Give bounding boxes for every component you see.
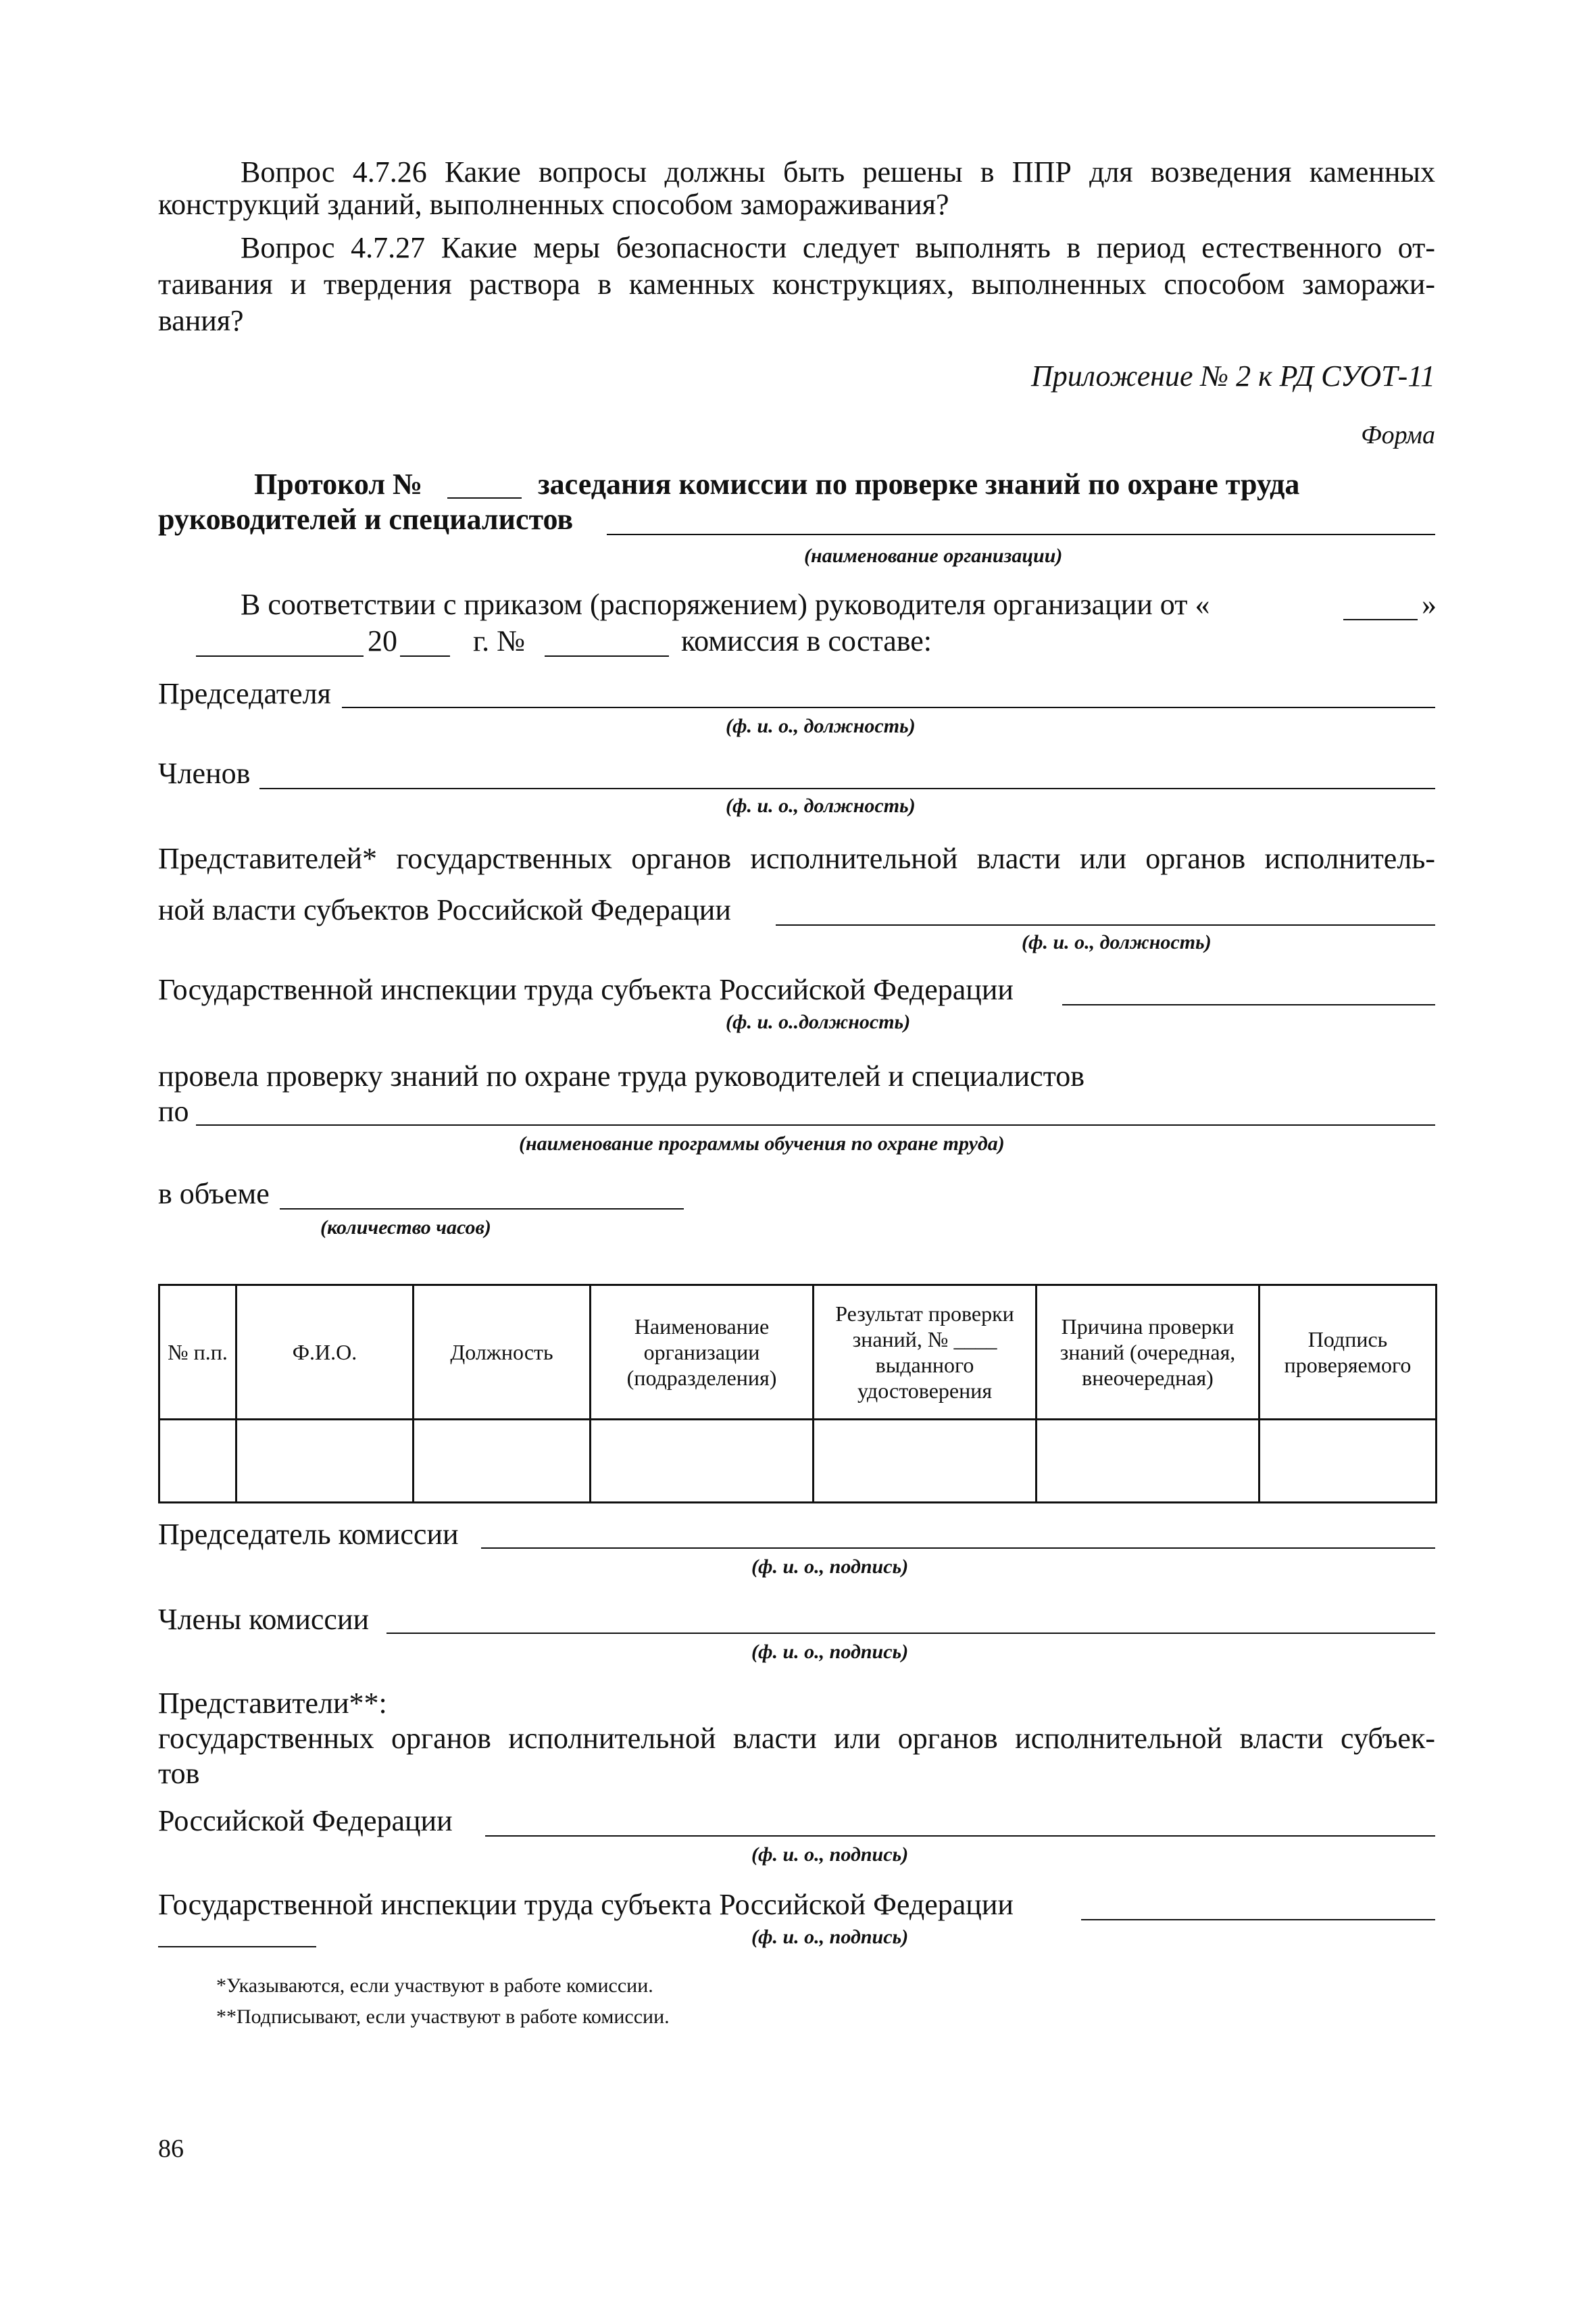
table-cell [591, 1420, 814, 1503]
sign-rf-label: Российской Федерации [158, 1804, 453, 1837]
header-cell: Результат проверки знаний, № ____ выданного удостоверения [814, 1285, 1037, 1420]
order-tail: комиссия в составе: [681, 624, 932, 657]
protocol-title-part2: заседания комиссии по проверке знаний по охране труда [538, 468, 1300, 501]
chairman-label: Председателя [158, 677, 331, 710]
hours-caption: (количество часов) [320, 1216, 491, 1239]
sign-representatives-label: Представители**: [158, 1687, 387, 1720]
sign-inspection-line-2 [158, 1946, 316, 1947]
program-label: по [158, 1095, 189, 1128]
order-month-line [196, 655, 364, 657]
results-table [158, 1284, 1437, 1503]
sign-rf-caption: (ф. и. о., подпись) [751, 1843, 909, 1866]
protocol-title-part1: Протокол № [254, 468, 423, 501]
header-cell: Причина проверки знаний (очередная, внеочередная) [1037, 1285, 1260, 1420]
sign-members-line [386, 1633, 1435, 1634]
inspection-label: Государственной инспекции труда субъекта Российской Федерации [158, 973, 1014, 1006]
chairman-caption: (ф. и. о., должность) [726, 715, 916, 737]
inspection-caption: (ф. и. о..должность) [726, 1011, 911, 1033]
sign-representatives-line2: тов [158, 1757, 200, 1790]
order-line-start: В соответствии с приказом (распоряжением) руководителя организации от « [241, 588, 1210, 621]
order-day-line [1343, 619, 1418, 620]
header-cell: Подпись проверяемого [1260, 1285, 1437, 1420]
question-4-7-27-line1: Вопрос 4.7.27 Какие меры безопасности следует выполнять в период естественного от- [241, 231, 1435, 264]
header-cell: Ф.И.О. [236, 1285, 414, 1420]
sign-chairman-line [481, 1547, 1435, 1549]
volume-label: в объеме [158, 1177, 270, 1210]
protocol-number-line [447, 497, 522, 499]
question-4-7-27-line3: вания? [158, 304, 244, 337]
table-header-row [159, 1285, 1437, 1420]
page-number: 86 [158, 2135, 184, 2163]
program-caption: (наименование программы обучения по охране труда) [519, 1132, 1005, 1155]
program-line [196, 1124, 1435, 1126]
appendix-label: Приложение № 2 к РД СУОТ-11 [1030, 359, 1435, 393]
inspection-line [1062, 1004, 1435, 1005]
order-line-end: » [1422, 588, 1437, 621]
organization-name-line [607, 534, 1435, 535]
representatives-line2: ной власти субъектов Российской Федерации [158, 893, 731, 926]
table-row [159, 1420, 1437, 1503]
sign-inspection-line [1081, 1919, 1435, 1920]
question-4-7-26-line1: Вопрос 4.7.26 Какие вопросы должны быть решены в ППР для возведения каменных [241, 155, 1435, 189]
check-line1: провела проверку знаний по охране труда руководителей и специалистов [158, 1060, 1085, 1093]
header-cell: Должность [414, 1285, 591, 1420]
question-4-7-27-line2: таивания и твердения раствора в каменных конструкциях, выполненных способом заморажи- [158, 268, 1435, 301]
header-cell: Наименование организации (подразделения) [591, 1285, 814, 1420]
representatives-caption: (ф. и. о., должность) [1022, 931, 1212, 953]
table-cell [159, 1420, 236, 1503]
order-number-line [545, 655, 669, 657]
members-line [259, 788, 1435, 789]
sign-chairman-caption: (ф. и. о., подпись) [751, 1555, 909, 1578]
order-year-prefix: 20 [368, 624, 397, 657]
representatives-line [776, 924, 1435, 926]
sign-representatives-line1: государственных органов исполнительной власти или органов исполнительной власти субъек- [158, 1722, 1435, 1755]
table-cell [1037, 1420, 1260, 1503]
members-label: Членов [158, 757, 251, 790]
sign-chairman-label: Председатель комиссии [158, 1518, 459, 1551]
protocol-title-line2: руководителей и специалистов [158, 503, 574, 536]
header-cell: № п.п. [159, 1285, 236, 1420]
organization-caption: (наименование организации) [804, 545, 1063, 567]
members-caption: (ф. и. о., должность) [726, 795, 916, 817]
question-4-7-26-line2: конструкций зданий, выполненных способом замораживания? [158, 188, 949, 221]
order-year-line [400, 655, 450, 657]
form-label: Форма [1361, 421, 1435, 449]
volume-line [280, 1208, 684, 1210]
chairman-line [342, 707, 1435, 708]
table-cell [1260, 1420, 1437, 1503]
sign-inspection-caption: (ф. и. о., подпись) [751, 1926, 909, 1948]
table-cell [414, 1420, 591, 1503]
representatives-line1: Представителей* государственных органов исполнительной власти или органов исполнитель- [158, 842, 1435, 875]
sign-rf-line [485, 1835, 1435, 1837]
sign-members-label: Члены комиссии [158, 1603, 370, 1636]
table-cell [236, 1420, 414, 1503]
order-year-suffix: г. № [473, 624, 526, 657]
sign-members-caption: (ф. и. о., подпись) [751, 1641, 909, 1663]
table-cell [814, 1420, 1037, 1503]
footnote-2: **Подписывают, если участвуют в работе комиссии. [216, 2006, 670, 2028]
footnote-1: *Указываются, если участвуют в работе комиссии. [216, 1974, 653, 1997]
sign-inspection-label: Государственной инспекции труда субъекта Российской Федерации [158, 1888, 1014, 1921]
